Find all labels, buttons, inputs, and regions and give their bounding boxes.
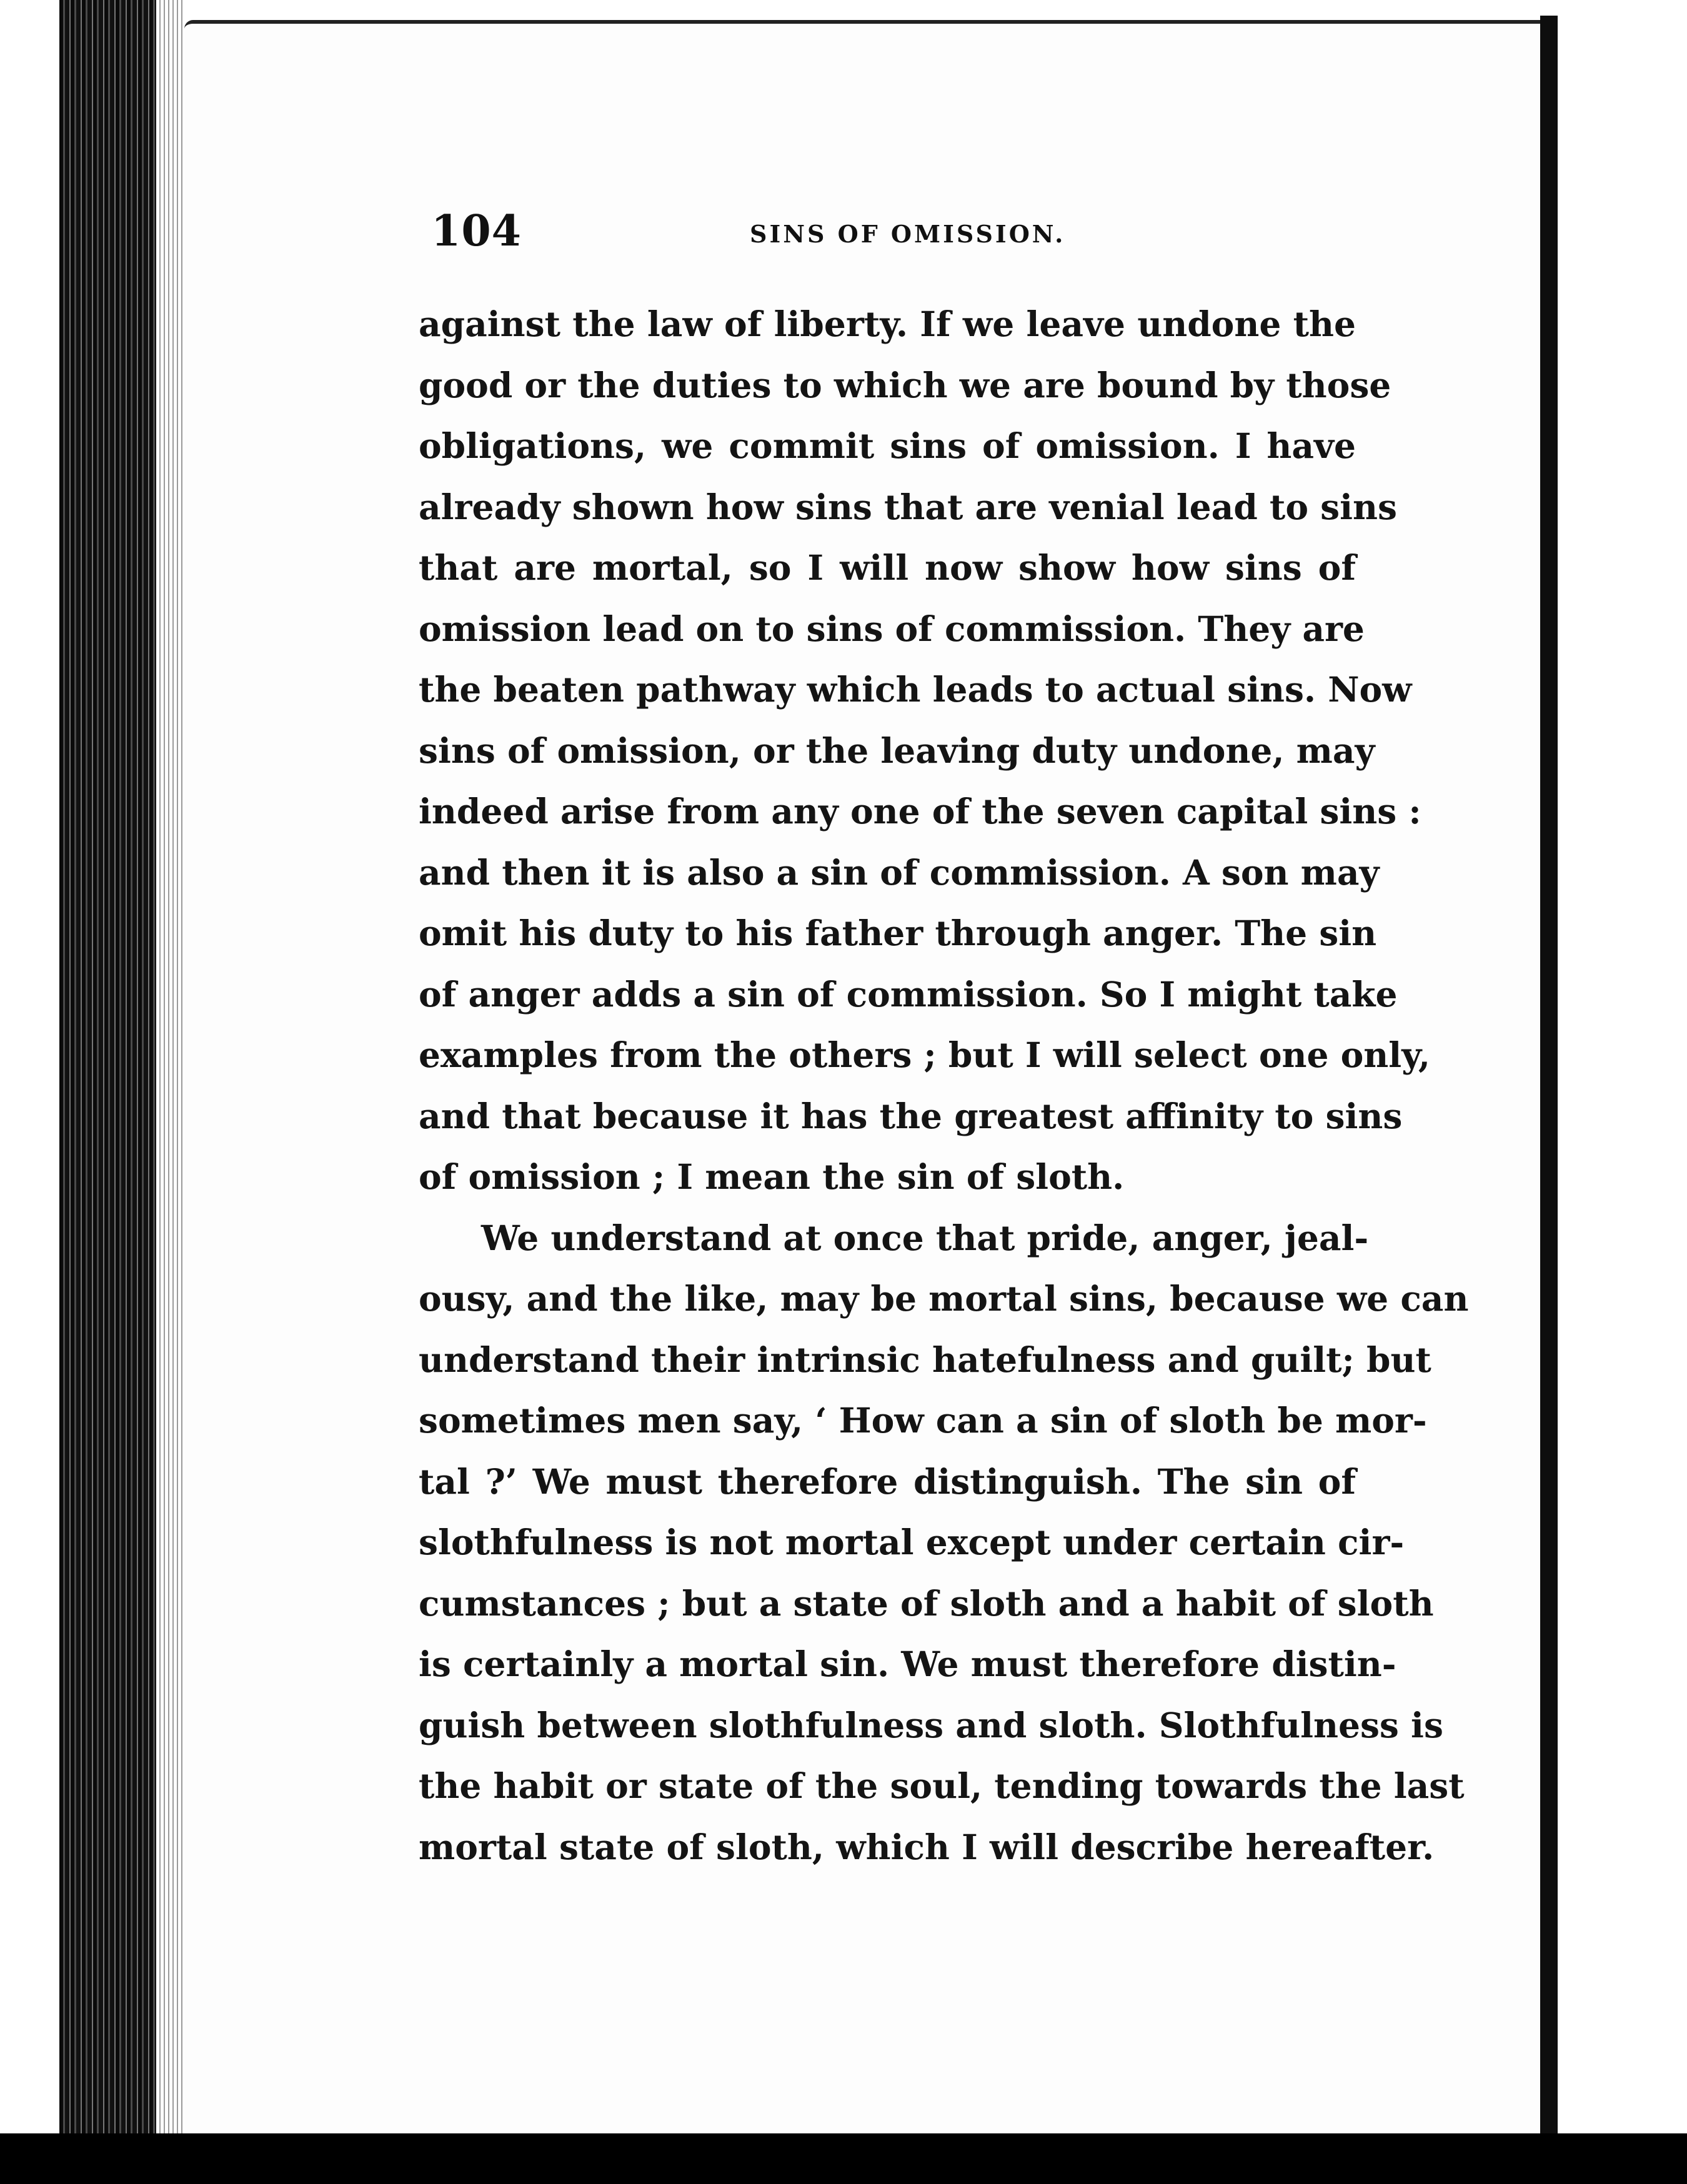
text-line: examples from the others ; but I will select one only, [419, 1035, 1431, 1075]
text-line: and then it is also a sin of commission. A son may [419, 851, 1380, 893]
running-head [431, 206, 1368, 262]
text-line: against the law of liberty. If we leave undone the [419, 304, 1356, 344]
paragraph-1 [419, 294, 1431, 1208]
running-title: SINS OF OMISSION. [750, 220, 1066, 248]
text-line: sins of omission, or the leaving duty undone, may [419, 730, 1375, 771]
text-line: is certainly a mortal sin. We must therefore distin- [419, 1644, 1396, 1684]
text-line: mortal state of sloth, which I will describe hereafter. [419, 1826, 1435, 1867]
text-line: indeed arise from any one of the seven capital sins : [419, 791, 1421, 831]
page-edges [156, 0, 184, 2133]
text-line: guish between slothfulness and sloth. Slothfulness is [419, 1704, 1443, 1745]
text-line: omission lead on to sins of commission. They are [419, 608, 1365, 649]
page-number: 104 [431, 206, 522, 256]
facing-page-margin [1558, 19, 1687, 2133]
text-line: already shown how sins that are venial lead to sins [419, 486, 1397, 527]
text-line: of omission ; I mean the sin of sloth. [419, 1156, 1125, 1197]
text-line: slothfulness is not mortal except under certain cir- [419, 1522, 1405, 1562]
text-line: omit his duty to his father through anger. The sin [419, 913, 1377, 953]
text-line: We understand at once that pride, anger, jeal- [481, 1217, 1369, 1258]
text-line: that are mortal, so I will now show how sins of [419, 547, 1356, 588]
text-line: ousy, and the like, may be mortal sins, because we can [419, 1278, 1469, 1319]
page-gutter-shadow [1540, 16, 1558, 2133]
text-line: the beaten pathway which leads to actual sins. Now [419, 669, 1412, 710]
text-line: of anger adds a sin of commission. So I might take [419, 973, 1398, 1015]
text-line: understand their intrinsic hatefulness and guilt; but [419, 1339, 1431, 1380]
text-line: sometimes men say, ‘ How can a sin of sloth be mor- [419, 1400, 1427, 1441]
scan-bottom-border [0, 2133, 1687, 2184]
text-line: obligations, we commit sins of omission. I have [419, 425, 1356, 466]
paragraph-2 [419, 1208, 1469, 1878]
text-line: and that because it has the greatest affinity to sins [419, 1095, 1403, 1136]
text-line: tal ?’ We must therefore distinguish. The sin of [419, 1461, 1356, 1502]
text-line: the habit or state of the soul, tending towards the last [419, 1765, 1465, 1806]
body-text [419, 294, 1469, 1877]
text-line: cumstances ; but a state of sloth and a habit of sloth [419, 1582, 1434, 1624]
text-line: good or the duties to which we are bound by those [419, 364, 1391, 405]
